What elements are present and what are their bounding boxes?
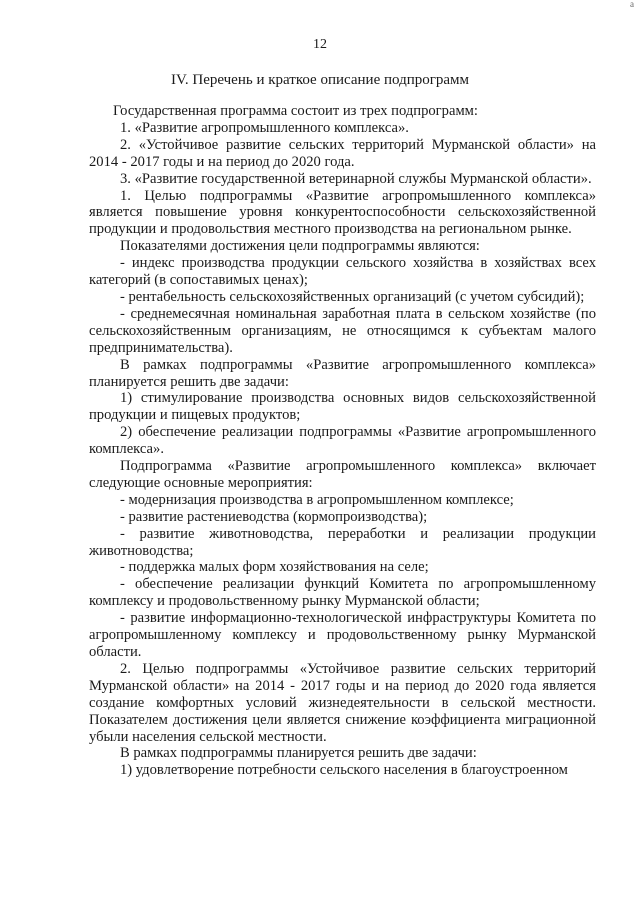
list-item-indicator-3: - среднемесячная номинальная заработная плата в сельском хозяйстве (по сельскохозяйственным организациям, не относящимся к субъектам малого предпринимательства). xyxy=(89,305,596,356)
section-heading: IV. Перечень и краткое описание подпрограмм xyxy=(170,72,470,88)
paragraph-goal-1: 1. Целью подпрограммы «Развитие агропромышленного комплекса» является повышение уровня конкурентоспособности сельскохозяйственной продукции и продовольствия местного производства на региональном рынке. xyxy=(89,187,596,238)
document-body xyxy=(89,103,596,779)
list-item-activity-4: - поддержка малых форм хозяйствования на селе; xyxy=(120,559,429,576)
list-item-activity-1: - модернизация производства в агропромышленном комплексе; xyxy=(120,491,514,508)
list-item-activity-5: - обеспечение реализации функций Комитета по агропромышленному комплексу и продовольственному рынку Мурманской области; xyxy=(89,576,596,610)
paragraph-goal-2: 2. Целью подпрограммы «Устойчивое развитие сельских территорий Мурманской области» на 2014 - 2017 годы и на период до 2020 года является создание комфортных условий жизнедеятельности в сельской местности. Показателем достижения цели является снижение коэффициента миграционной убыли населения сельской местности. xyxy=(89,660,596,745)
list-item-activity-2: - развитие растениеводства (кормопроизводства); xyxy=(120,508,428,525)
paragraph-intro: Государственная программа состоит из трех подпрограмм: xyxy=(113,103,478,119)
list-item-task-1-1: 1) стимулирование производства основных видов сельскохозяйственной продукции и пищевых продуктов; xyxy=(89,390,596,424)
list-item-subprogram-1: 1. «Развитие агропромышленного комплекса». xyxy=(120,119,409,136)
paragraph-activities-title: Подпрограмма «Развитие агропромышленного комплекса» включает следующие основные мероприятия: xyxy=(89,458,596,491)
paragraph-indicators-title: Показателями достижения цели подпрограммы являются: xyxy=(120,238,480,255)
list-item-activity-3: - развитие животноводства, переработки и реализации продукции животноводства; xyxy=(89,525,596,559)
corner-mark: а xyxy=(630,0,634,9)
list-item-task-1-2: 2) обеспечение реализации подпрограммы «Развитие агропромышленного комплекса». xyxy=(89,424,596,458)
list-item-subprogram-2: 2. «Устойчивое развитие сельских территорий Мурманской области» на 2014 - 2017 годы и на период до 2020 года. xyxy=(89,136,596,170)
list-item-activity-6: - развитие информационно-технологической инфраструктуры Комитета по агропромышленному комплексу и продовольственному рынку Мурманской области. xyxy=(89,610,596,660)
list-item-indicator-2: - рентабельность сельскохозяйственных организаций (с учетом субсидий); xyxy=(120,288,585,305)
list-item-task-2-1: 1) удовлетворение потребности сельского населения в благоустроенном xyxy=(120,762,568,779)
list-item-indicator-1: - индекс производства продукции сельского хозяйства в хозяйствах всех категорий (в сопоставимых ценах); xyxy=(89,255,596,289)
paragraph-tasks-2-title: В рамках подпрограммы планируется решить две задачи: xyxy=(120,745,477,762)
page-number: 12 xyxy=(313,37,327,52)
list-item-subprogram-3: 3. «Развитие государственной ветеринарной службы Мурманской области». xyxy=(120,170,592,187)
paragraph-tasks-1-title: В рамках подпрограммы «Развитие агропромышленного комплекса» планируется решить две задачи: xyxy=(89,356,596,390)
